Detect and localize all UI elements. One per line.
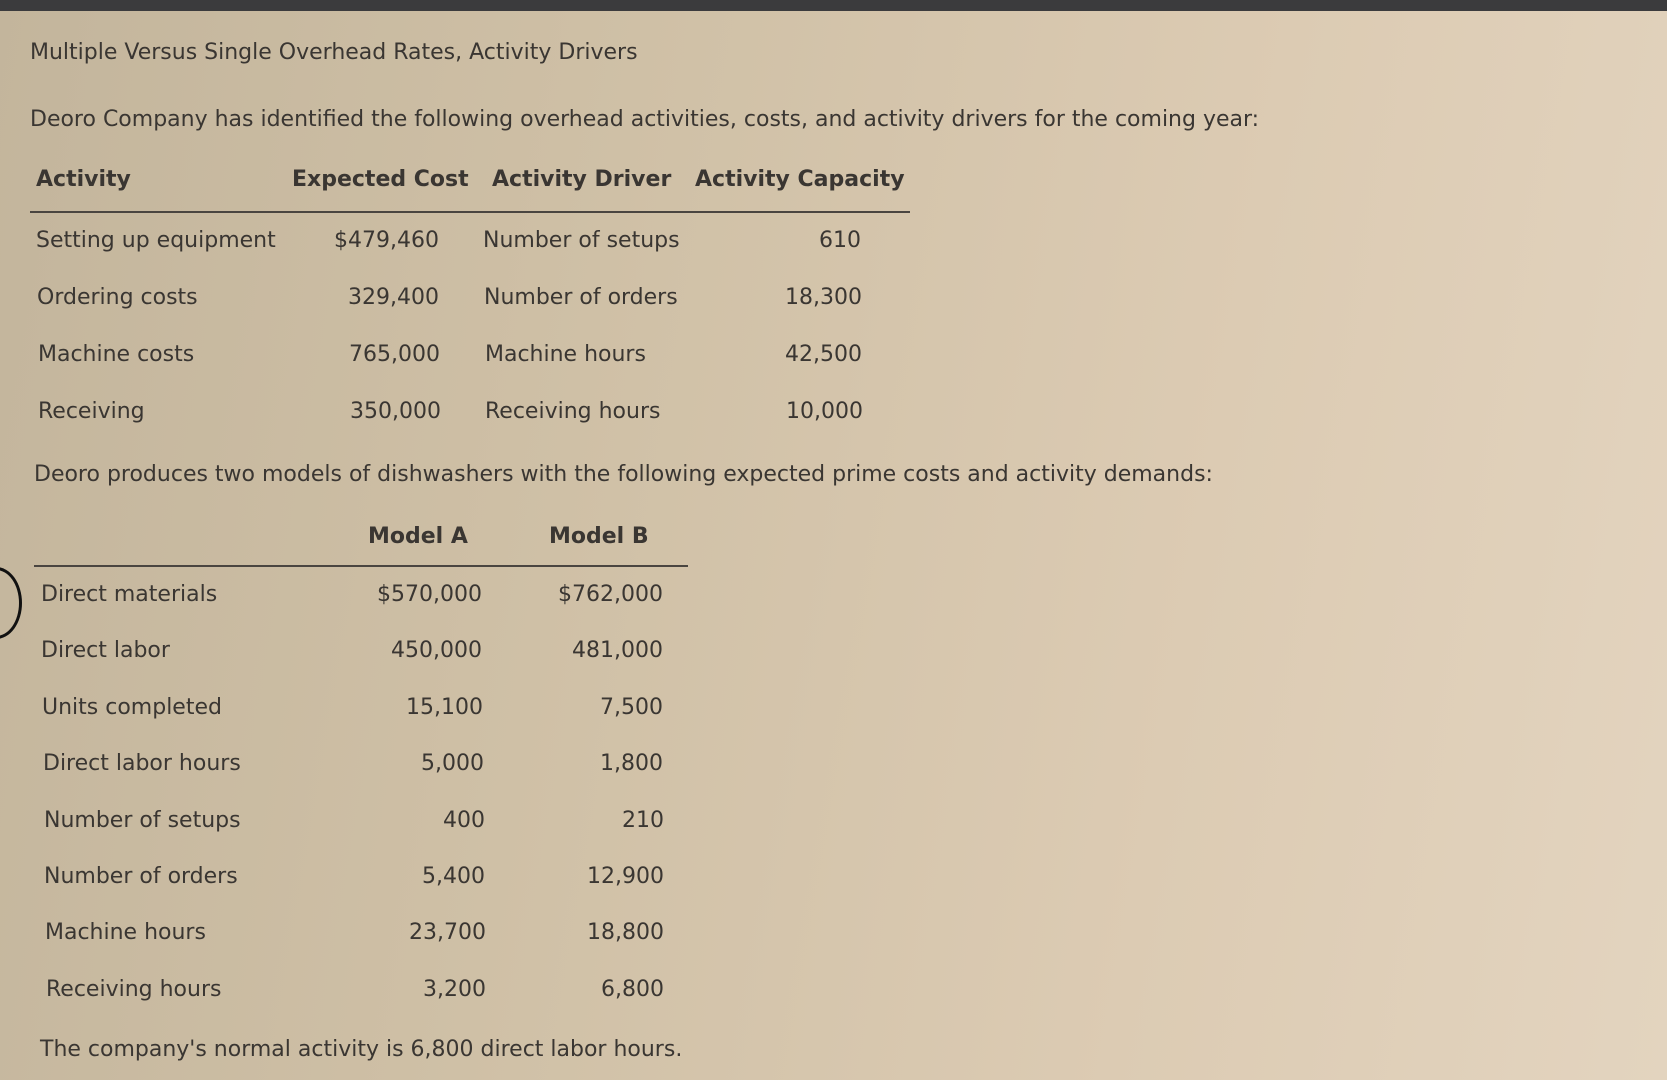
normal-activity-note: The company's normal activity is 6,800 direct labor hours.: [40, 1037, 683, 1062]
model-a-value: 400: [443, 808, 485, 833]
activity-row-driver: Machine hours: [485, 342, 646, 367]
model-row-label: Direct labor: [41, 638, 170, 663]
page-title: Multiple Versus Single Overhead Rates, Activity Drivers: [30, 40, 638, 65]
activity-row-driver: Receiving hours: [485, 399, 661, 424]
model-b-value: $762,000: [558, 582, 663, 607]
activity-row-capacity: 18,300: [785, 285, 862, 310]
model-a-value: 23,700: [409, 920, 486, 945]
model-b-value: 481,000: [572, 638, 663, 663]
left-edge-mark: [0, 567, 22, 639]
activity-row-label: Ordering costs: [37, 285, 198, 310]
activity-header: Activity: [36, 167, 131, 192]
intro-paragraph: Deoro Company has identified the following overhead activities, costs, and activity drivers for the coming year:: [30, 107, 1260, 132]
model-row-label: Machine hours: [45, 920, 206, 945]
model-a-value: 5,400: [422, 864, 485, 889]
model-a-value: 3,200: [423, 977, 486, 1002]
model-b-value: 6,800: [601, 977, 664, 1002]
top-bezel: [0, 0, 1667, 11]
activity-row-driver: Number of setups: [483, 228, 680, 253]
activity-row-cost: $479,460: [334, 228, 439, 253]
model-a-value: 5,000: [421, 751, 484, 776]
model-row-label: Direct labor hours: [43, 751, 241, 776]
model-a-value: $570,000: [377, 582, 482, 607]
model-a-value: 450,000: [391, 638, 482, 663]
models-intro-paragraph: Deoro produces two models of dishwashers with the following expected prime costs and activity demands:: [34, 462, 1213, 487]
activity-row-cost: 350,000: [350, 399, 441, 424]
activity-row-capacity: 10,000: [786, 399, 863, 424]
model-row-label: Direct materials: [41, 582, 218, 607]
model-a-value: 15,100: [406, 695, 483, 720]
activity-row-label: Machine costs: [38, 342, 195, 367]
activity-capacity-header: Activity Capacity: [695, 167, 905, 192]
model-table-rule: [34, 565, 688, 567]
activity-row-label: Receiving: [38, 399, 145, 424]
activity-row-driver: Number of orders: [484, 285, 678, 310]
model-b-value: 1,800: [600, 751, 663, 776]
model-row-label: Number of orders: [44, 864, 238, 889]
model-b-header: Model B: [549, 524, 649, 549]
model-b-value: 7,500: [600, 695, 663, 720]
activity-table-rule: [30, 211, 910, 213]
activity-row-capacity: 42,500: [785, 342, 862, 367]
model-row-label: Units completed: [42, 695, 222, 720]
model-a-header: Model A: [368, 524, 468, 549]
expected-cost-header: Expected Cost: [292, 167, 469, 192]
model-b-value: 18,800: [587, 920, 664, 945]
activity-row-capacity: 610: [819, 228, 861, 253]
activity-row-label: Setting up equipment: [36, 228, 276, 253]
model-b-value: 12,900: [587, 864, 664, 889]
activity-row-cost: 765,000: [349, 342, 440, 367]
model-row-label: Receiving hours: [46, 977, 222, 1002]
activity-row-cost: 329,400: [348, 285, 439, 310]
model-row-label: Number of setups: [44, 808, 241, 833]
model-b-value: 210: [622, 808, 664, 833]
activity-driver-header: Activity Driver: [492, 167, 672, 192]
